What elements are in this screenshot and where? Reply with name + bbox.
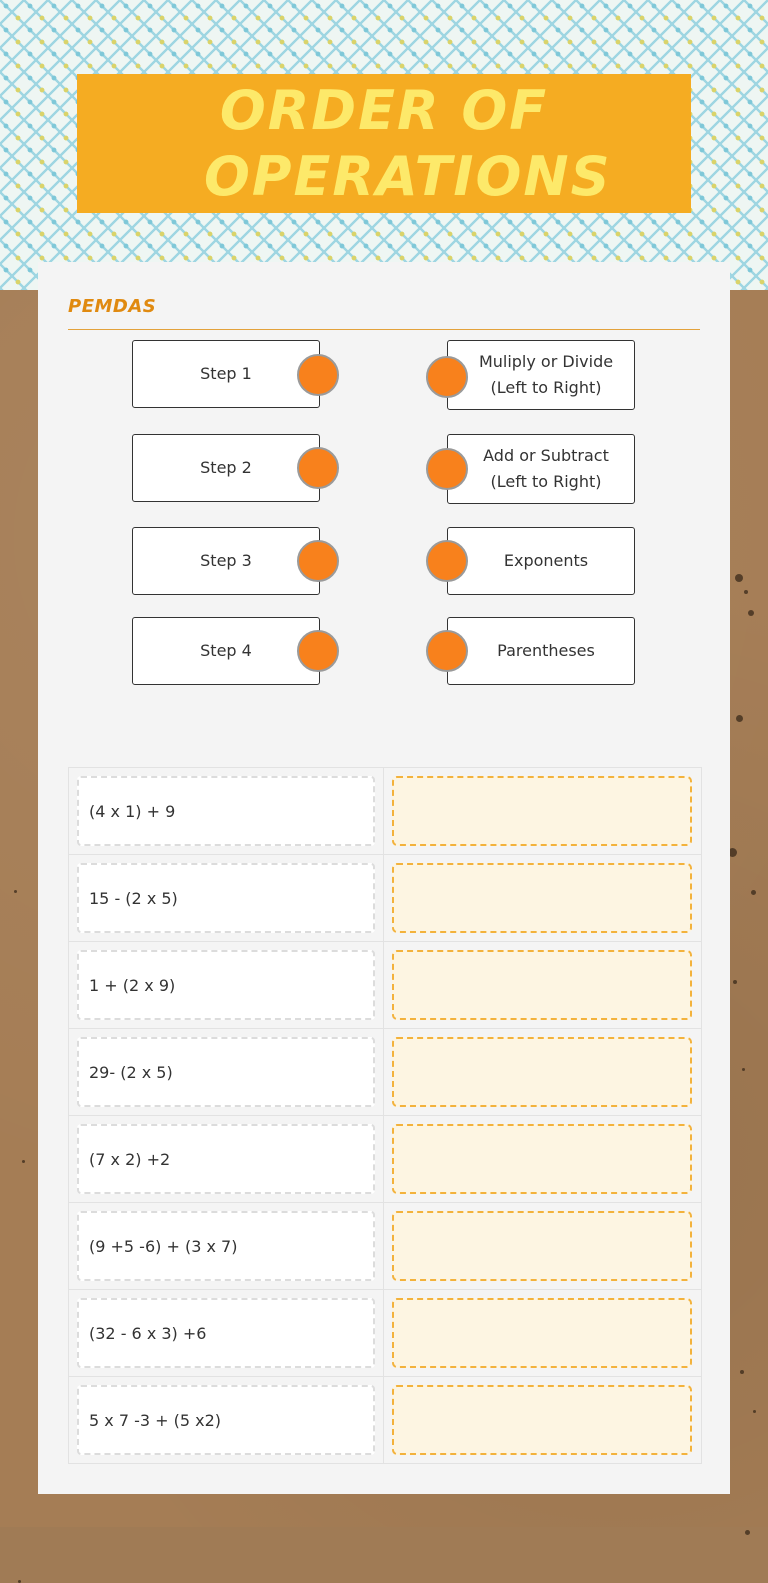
match-right-item[interactable] xyxy=(447,340,635,410)
answer-field[interactable] xyxy=(392,863,692,933)
match-left-label: Step 4 xyxy=(200,641,252,660)
question-expression: (32 - 6 x 3) +6 xyxy=(77,1298,375,1368)
match-left-item[interactable] xyxy=(132,527,320,595)
match-left-label: Step 1 xyxy=(200,364,252,383)
section-title: PEMDAS xyxy=(68,296,157,317)
match-left-label: Step 3 xyxy=(200,551,252,570)
table-row xyxy=(69,1377,701,1463)
match-right-label: Muliply or Divide (Left to Right) xyxy=(478,352,614,397)
question-table xyxy=(68,767,702,1464)
question-expression: (9 +5 -6) + (3 x 7) xyxy=(77,1211,375,1281)
question-expression: (7 x 2) +2 xyxy=(77,1124,375,1194)
match-right-connector[interactable] xyxy=(426,448,468,490)
page-title: ORDER OF OPERATIONS xyxy=(204,78,612,208)
question-expression: 29- (2 x 5) xyxy=(77,1037,375,1107)
answer-field[interactable] xyxy=(392,1124,692,1194)
answer-field[interactable] xyxy=(392,1211,692,1281)
match-right-item[interactable] xyxy=(447,617,635,685)
match-left-label: Step 2 xyxy=(200,458,252,477)
match-left-item[interactable] xyxy=(132,617,320,685)
answer-field[interactable] xyxy=(392,1298,692,1368)
match-left-connector[interactable] xyxy=(297,540,339,582)
question-expression: 5 x 7 -3 + (5 x2) xyxy=(77,1385,375,1455)
match-left-item[interactable] xyxy=(132,434,320,502)
match-right-connector[interactable] xyxy=(426,540,468,582)
match-right-label: Parentheses xyxy=(497,641,595,660)
table-row xyxy=(69,1029,701,1116)
match-left-connector[interactable] xyxy=(297,447,339,489)
section-divider xyxy=(68,329,700,330)
question-expression: 15 - (2 x 5) xyxy=(77,863,375,933)
answer-field[interactable] xyxy=(392,776,692,846)
table-row xyxy=(69,1116,701,1203)
title-banner xyxy=(77,74,691,213)
table-row xyxy=(69,942,701,1029)
match-right-label: Exponents xyxy=(503,551,589,570)
match-right-connector[interactable] xyxy=(426,356,468,398)
table-row xyxy=(69,1203,701,1290)
question-expression: (4 x 1) + 9 xyxy=(77,776,375,846)
table-row xyxy=(69,855,701,942)
match-right-connector[interactable] xyxy=(426,630,468,672)
answer-field[interactable] xyxy=(392,950,692,1020)
worksheet-panel xyxy=(38,262,730,1494)
answer-field[interactable] xyxy=(392,1385,692,1455)
match-left-item[interactable] xyxy=(132,340,320,408)
match-left-connector[interactable] xyxy=(297,630,339,672)
answer-field[interactable] xyxy=(392,1037,692,1107)
match-left-connector[interactable] xyxy=(297,354,339,396)
match-right-label: Add or Subtract (Left to Right) xyxy=(483,446,609,491)
match-right-item[interactable] xyxy=(447,434,635,504)
table-row xyxy=(69,768,701,855)
question-expression: 1 + (2 x 9) xyxy=(77,950,375,1020)
match-right-item[interactable] xyxy=(447,527,635,595)
table-row xyxy=(69,1290,701,1377)
